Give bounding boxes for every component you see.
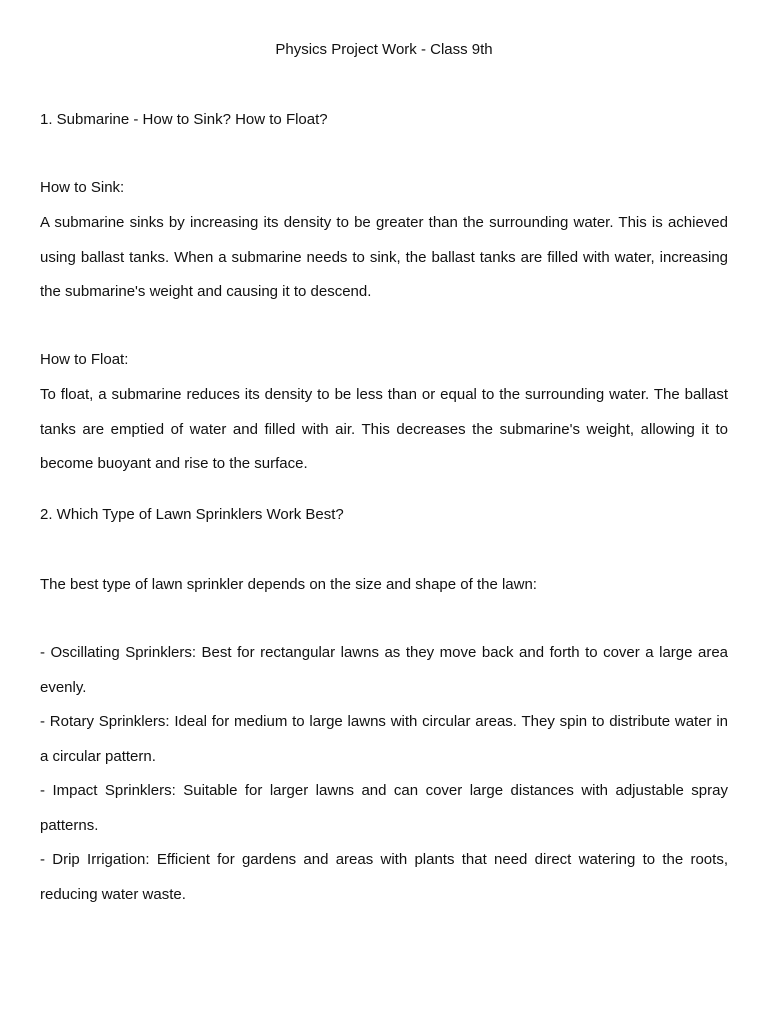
float-paragraph: To float, a submarine reduces its density to be less than or equal to the surrounding water. The ballast tanks are emptied of water and filled with air. This decreases the submarine's weight, allowing it to become buoyant and rise to the surface. xyxy=(40,386,728,472)
sink-heading: How to Sink: xyxy=(40,179,125,196)
list-item-impact: - Impact Sprinklers: Suitable for larger lawns and can cover large distances with adjustable spray patterns. xyxy=(40,782,728,834)
float-heading: How to Float: xyxy=(40,351,129,368)
sprinkler-intro: The best type of lawn sprinkler depends on the size and shape of the lawn: xyxy=(40,576,537,593)
sink-paragraph: A submarine sinks by increasing its density to be greater than the surrounding water. This is achieved using ballast tanks. When a submarine needs to sink, the ballast tanks are filled with water, increasing the submarine's weight and causing it to descend. xyxy=(40,214,728,300)
section-2-heading: 2. Which Type of Lawn Sprinklers Work Best? xyxy=(40,506,344,523)
section-1-heading: 1. Submarine - How to Sink? How to Float? xyxy=(40,111,328,128)
list-item-rotary: - Rotary Sprinklers: Ideal for medium to large lawns with circular areas. They spin to distribute water in a circular pattern. xyxy=(40,713,728,765)
page-title: Physics Project Work - Class 9th xyxy=(275,41,493,58)
list-item-drip: - Drip Irrigation: Efficient for gardens and areas with plants that need direct watering to the roots, reducing water waste. xyxy=(40,851,728,903)
list-item-oscillating: - Oscillating Sprinklers: Best for rectangular lawns as they move back and forth to cover a large area evenly. xyxy=(40,644,728,696)
